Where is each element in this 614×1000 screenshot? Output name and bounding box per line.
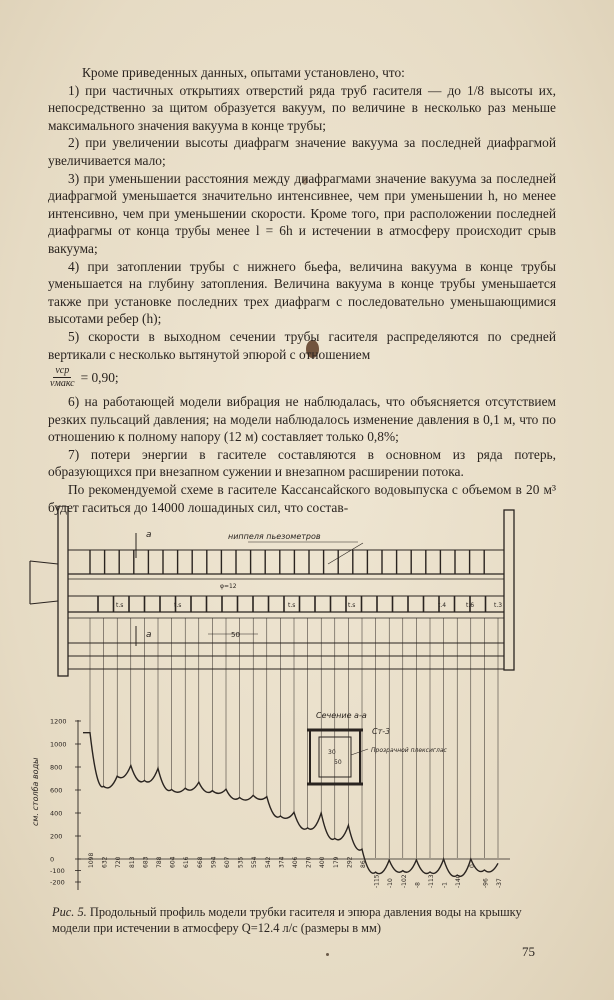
value-label: 292 xyxy=(346,856,354,868)
y-tick-label: -200 xyxy=(50,878,65,887)
y-axis-title: см. столба воды xyxy=(31,757,40,826)
value-label: 607 xyxy=(224,856,231,868)
value-label: -113 xyxy=(428,874,435,888)
y-tick-label: 1000 xyxy=(50,740,67,749)
diaphragm-label: t.s xyxy=(348,602,356,609)
y-tick-label: 0 xyxy=(50,855,55,864)
value-label: -102 xyxy=(400,874,408,888)
figure-5-drawing xyxy=(28,506,548,901)
paragraph-1: 1) при частичных открытиях отверстий ряда труб гасителя — до 1/8 высоты их, непосредственно за щитом образуется вакуум, по величине в несколько раз меньше максимального значения вакуума в конце трубы; xyxy=(48,82,556,133)
right-flange xyxy=(504,510,514,670)
value-label: 813 xyxy=(128,856,136,868)
paragraph-6: 6) на работающей модели вибрация не наблюдалась, что объясняется отсутствием резких пульсаций давления; на модели наблюдалось изменение давления в 0,1 м, что по отношению к полному напору (12 м) составляет только 0,8%; xyxy=(48,394,556,445)
y-ticks xyxy=(50,718,81,887)
paragraph-7: 7) потери энергии в гасителе составляются в основном из ряда потерь, образующихся при внезапном сужении и внезапном расширении потока. xyxy=(48,446,556,480)
value-label: 400 xyxy=(319,856,327,868)
dot-mark xyxy=(326,953,329,956)
velocity-ratio-formula xyxy=(48,365,556,390)
value-label: 668 xyxy=(196,856,204,868)
diaphragm-label: t.3 xyxy=(494,602,503,609)
y-tick-label: -100 xyxy=(50,867,65,875)
value-label: -37 xyxy=(496,878,503,888)
nipples-label: ниппеля пьезометров xyxy=(228,532,321,541)
diaphragm-label: t.6 xyxy=(466,602,475,609)
diaphragm-label: t.s xyxy=(288,602,296,609)
value-label: 594 xyxy=(210,856,218,868)
value-label: 554 xyxy=(251,856,259,868)
value-label: 374 xyxy=(278,856,286,868)
section-pipe-label: Ст-3 xyxy=(372,727,391,736)
y-tick-label: 800 xyxy=(50,763,63,772)
section-mark-top: a xyxy=(146,530,152,540)
value-label: 683 xyxy=(142,856,150,868)
paragraph-4: 4) при затоплении трубы с нижнего бьефа, величина вакуума в конце трубы уменьшается на глубину затопления. Величина вакуума в конце трубы уменьшается также при установке последних трех диафрагм с последовательно уменьшающимися высотами ребер (h); xyxy=(48,258,556,327)
diaphragm-label: t.s xyxy=(116,602,124,609)
value-label: 86 xyxy=(360,860,367,868)
paragraph-5: 5) скорости в выходном сечении трубы гасителя распределяются по средней вертикали с несколько вытянутой эпюрой с отношением xyxy=(48,328,556,362)
value-label: 1098 xyxy=(88,852,95,868)
paragraph-3: 3) при уменьшении расстояния между диафрагмами значение вакуума за последней диафрагмой уменьшается значительно интенсивнее, чем при уменьшении h, но менее интенсивно, чем при уменьшении скорости. Кроме того, при расположении последней диафрагмы от конца трубы менее l = 6h и истечении в атмосферу происходит срыв вакуума; xyxy=(48,170,556,256)
formula-value: = 0,90; xyxy=(80,369,119,385)
diaphragm-label: t.s xyxy=(174,602,182,609)
y-tick-label: 600 xyxy=(50,786,63,795)
value-label: 406 xyxy=(292,856,299,868)
caption-label: Рис. 5. xyxy=(52,905,87,919)
value-label: -115 xyxy=(373,874,381,888)
fraction-numerator: vср xyxy=(55,365,70,377)
projection-lines xyxy=(90,618,498,858)
dim-50: 50 xyxy=(231,631,240,639)
value-labels xyxy=(88,853,503,888)
page-number: 75 xyxy=(522,944,535,959)
figure-caption xyxy=(52,905,542,936)
y-tick-label: 1200 xyxy=(50,717,67,726)
value-label: 0 xyxy=(468,864,476,868)
piezometer-nipples xyxy=(90,550,484,574)
section-material-label: Прозрачной плексиглас xyxy=(371,747,447,754)
section-mark-bottom: a xyxy=(146,630,152,640)
diaphragm-labels xyxy=(116,602,502,609)
caption-text: Продольный профиль модели трубки гасителя и эпюра давления воды на крышку модели при истечении в атмосферу Q=12.4 л/с (размеры в мм) xyxy=(52,905,522,935)
value-label: 179 xyxy=(332,856,340,868)
velocity-fraction xyxy=(48,365,77,390)
value-label: 535 xyxy=(237,856,245,868)
value-label: -96 xyxy=(482,878,490,888)
value-label: 632 xyxy=(101,856,109,868)
y-tick-label: 400 xyxy=(50,809,63,818)
value-label: -1 xyxy=(441,882,449,888)
svg-text:30: 30 xyxy=(328,749,336,756)
y-tick-label: 200 xyxy=(50,832,63,841)
diaphragm-label: t.4 xyxy=(438,602,447,609)
value-label: 720 xyxy=(115,856,123,868)
value-label: 788 xyxy=(156,856,163,868)
value-label: -8 xyxy=(414,882,422,888)
body-text xyxy=(48,64,556,516)
dim-phi: φ=12 xyxy=(220,583,237,590)
inlet-nozzle xyxy=(30,561,58,604)
fraction-denominator: vмакс xyxy=(50,378,75,390)
paragraph-intro: Кроме приведенных данных, опытами установлено, что: xyxy=(82,65,405,80)
value-label: 604 xyxy=(169,856,177,868)
value-label: -140 xyxy=(455,874,463,888)
svg-text:50: 50 xyxy=(334,759,342,766)
value-label: 270 xyxy=(305,856,313,868)
left-flange xyxy=(58,506,68,676)
section-title: Сечение а-а xyxy=(316,711,367,720)
paragraph-8: По рекомендуемой схеме в гасителе Кассансайского водовыпуска с объемом в 20 м³ будет гаситься до 14000 лошадиных сил, что состав- xyxy=(48,482,556,515)
value-label: 616 xyxy=(183,856,191,868)
pressure-profile xyxy=(83,733,498,877)
value-label: -10 xyxy=(387,878,395,888)
value-label: 542 xyxy=(264,856,272,868)
paragraph-2: 2) при увеличении высоты диафрагм значение вакуума за последней диафрагмой увеличивается мало; xyxy=(48,135,556,168)
